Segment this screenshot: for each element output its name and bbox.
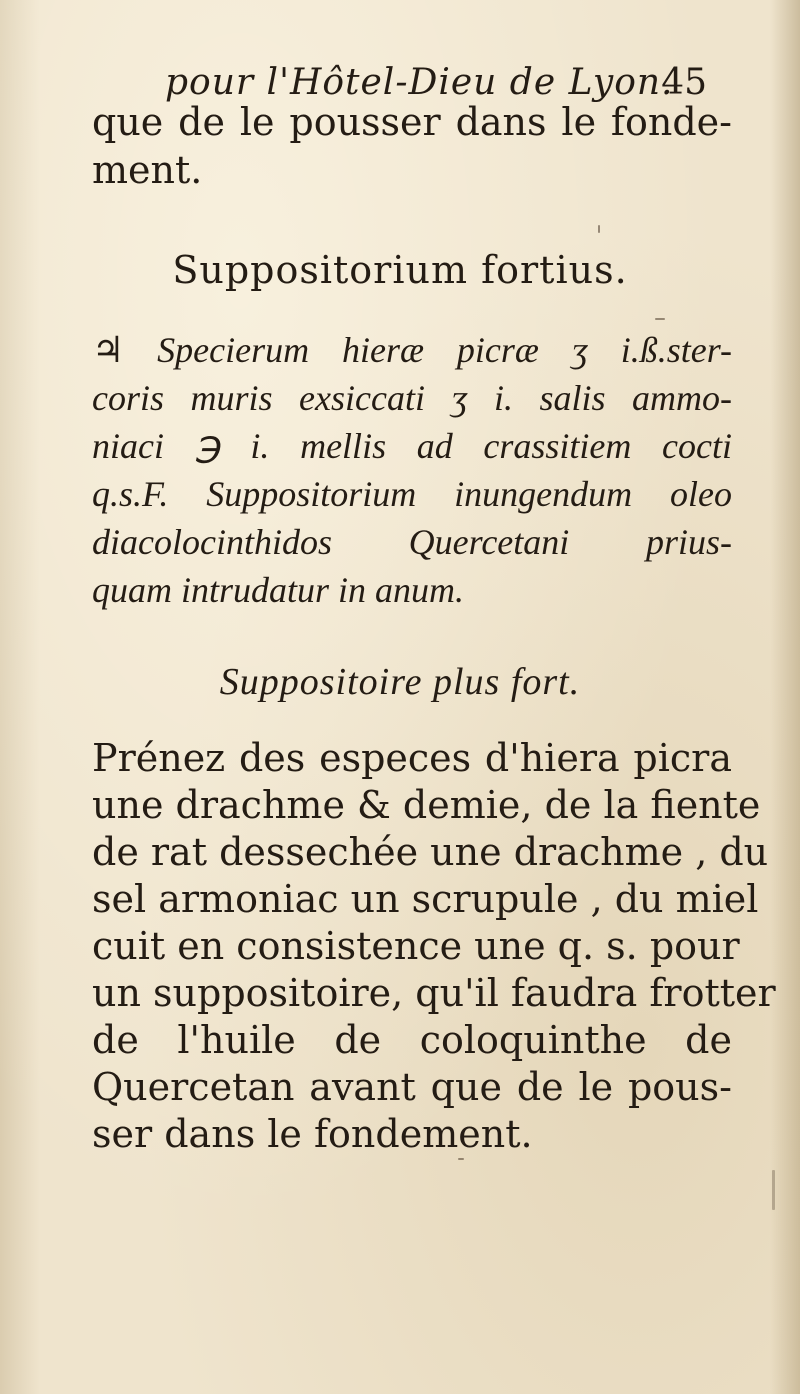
french-recipe-line: un suppositoire, qu'il faudra frotter: [92, 971, 776, 1015]
latin-recipe-line: ♃ Specierum hieræ picræ ʒ i.ß.ster-: [92, 330, 732, 370]
french-recipe-line: de rat dessechée une drachme , du: [92, 830, 769, 874]
french-recipe-heading: Suppositoire plus fort.: [219, 661, 581, 703]
french-recipe-line: Quercetan avant que de le pous-: [92, 1065, 732, 1109]
latin-recipe-line: coris muris exsiccati ʒ i. salis ammo-: [92, 378, 732, 418]
latin-recipe-line: quam intrudatur in anum.: [92, 570, 465, 610]
paper-speck: [772, 1170, 775, 1210]
latin-recipe-line: q.s.F. Suppositorium inungendum oleo: [92, 474, 732, 514]
page-number: 45: [661, 62, 707, 103]
intro-line: que de le pousser dans le fonde-: [92, 100, 732, 144]
paper-speck: [655, 318, 665, 320]
french-recipe-line: sel armoniac un scrupule , du miel: [92, 877, 759, 921]
french-recipe-line: Prénez des especes d'hiera picra: [92, 736, 732, 780]
latin-recipe-heading: Suppositorium fortius.: [172, 248, 628, 292]
paper-speck: [458, 1158, 464, 1160]
running-title: pour l'Hôtel-Dieu de Lyon.: [165, 62, 674, 103]
intro-line: ment.: [92, 148, 203, 192]
french-recipe-line: une drachme & demie, de la fiente: [92, 783, 761, 827]
paper-speck: [598, 225, 600, 233]
french-recipe-line: ser dans le fondement.: [92, 1112, 533, 1156]
latin-recipe-line: diacolocinthidos Quercetani prius-: [92, 522, 732, 562]
french-recipe-line: de l'huile de coloquinthe de: [92, 1018, 732, 1062]
french-recipe-line: cuit en consistence une q. s. pour: [92, 924, 740, 968]
latin-recipe-line: niaci ℈ i. mellis ad crassitiem cocti: [92, 426, 732, 466]
